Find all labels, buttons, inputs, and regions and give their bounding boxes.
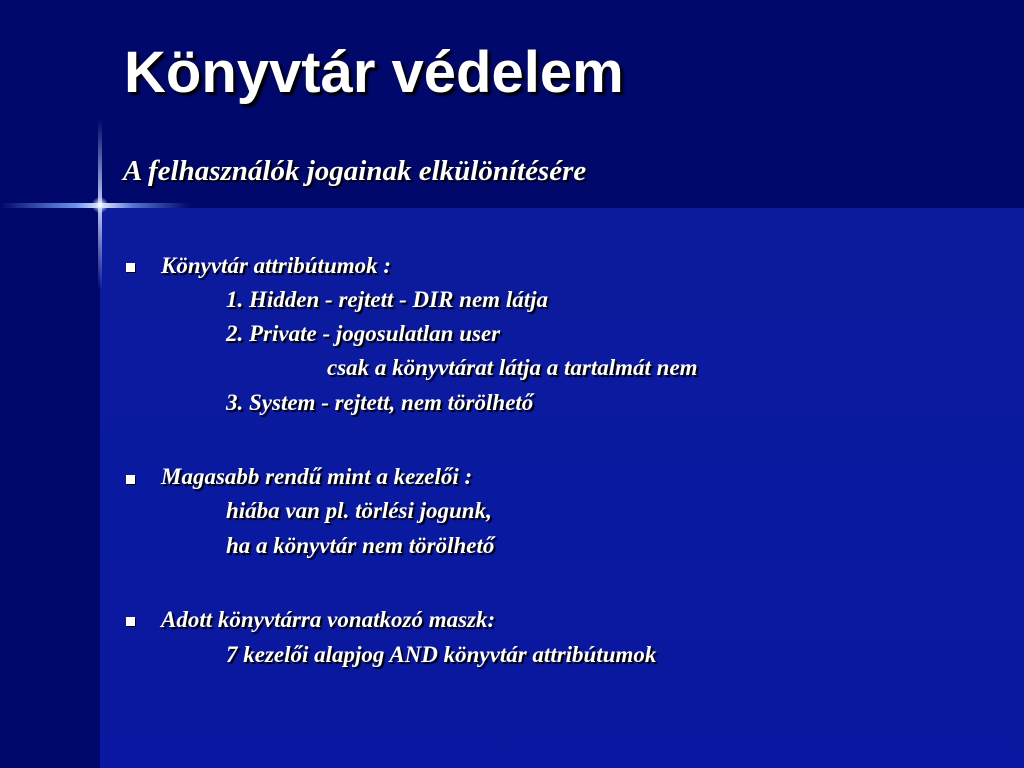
sparkle-star-icon bbox=[92, 197, 108, 213]
bullet-line: ha a könyvtár nem törölhető bbox=[226, 533, 495, 558]
bullet-line: csak a könyvtárat látja a tartalmát nem bbox=[327, 355, 698, 380]
square-bullet-icon bbox=[126, 617, 135, 626]
square-bullet-icon bbox=[126, 475, 135, 484]
bullet-line: 1. Hidden - rejtett - DIR nem látja bbox=[226, 287, 548, 312]
bullet-heading: Magasabb rendű mint a kezelői : bbox=[161, 464, 473, 489]
square-bullet-icon bbox=[126, 263, 135, 272]
bullet-heading: Adott könyvtárra vonatkozó maszk: bbox=[161, 607, 496, 632]
slide-title: Könyvtár védelem bbox=[124, 40, 624, 105]
left-band bbox=[0, 208, 100, 768]
bullet-line: hiába van pl. törlési jogunk, bbox=[226, 498, 492, 523]
bullet-line: 7 kezelői alapjog AND könyvtár attribútumok bbox=[226, 642, 657, 667]
bullet-line: 2. Private - jogosulatlan user bbox=[226, 321, 501, 346]
bullet-heading: Könyvtár attribútumok : bbox=[161, 253, 392, 278]
bullet-line: 3. System - rejtett, nem törölhető bbox=[226, 390, 534, 415]
slide-subtitle: A felhasználók jogainak elkülönítésére bbox=[123, 155, 587, 187]
